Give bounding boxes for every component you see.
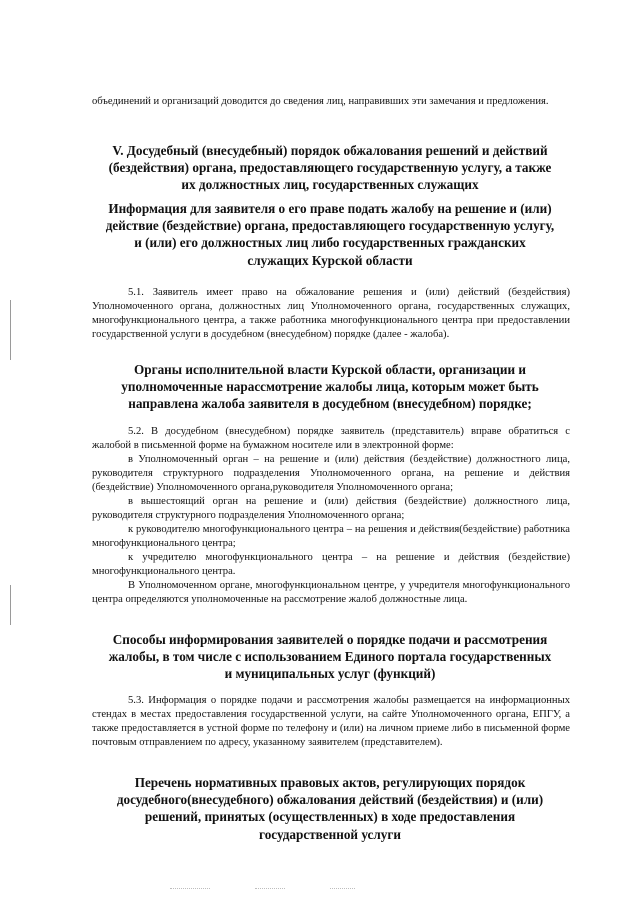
heading-line: Информация для заявителя о его праве подать жалобу на решение и (или) <box>108 201 552 216</box>
paragraph-5-1: 5.1. Заявитель имеет право на обжалование решения и (или) действий (бездействия) Уполномоченного органа, должностных лиц Уполномоченного органа, государственных служащих, многофункционального центра, а также работника многофункционального центра при предоставлении государственной услуги в досудебном (внесудебном) порядке (далее - жалоба). <box>92 287 570 340</box>
heading-line: Органы исполнительной власти Курской области, организации и <box>134 362 526 377</box>
heading-line: уполномоченные нарассмотрение жалобы лица, которым может быть <box>121 379 539 395</box>
heading-line: направлена жалоба заявителя в досудебном (внесудебном) порядке; <box>128 396 532 412</box>
heading-line: Перечень нормативных правовых актов, регулирующих порядок <box>134 775 526 790</box>
intro-paragraph: объединений и организаций доводится до сведения лиц, направивших эти замечания и предложения. <box>92 96 549 107</box>
heading-line: государственной услуги <box>259 826 401 842</box>
heading-line: жалобы, в том числе с использованием Единого портала государственных <box>108 649 552 665</box>
heading-line: и (или) его должностных лиц либо государственных гражданских <box>134 235 526 251</box>
heading-line: решений, принятых (осуществленных) в ходе предоставления <box>144 809 516 825</box>
heading-line: служащих Курской области <box>247 252 413 268</box>
paragraph-5-2-intro: 5.2. В досудебном (внесудебном) порядке заявитель (представитель) вправе обратиться с жалобой в письменной форме на бумажном носителе или в электронной форме: <box>92 426 570 451</box>
heading-line: действие (бездействие) органа, предоставляющего государственную услугу, <box>105 218 555 234</box>
scan-artifact <box>330 888 355 890</box>
info-heading <box>80 200 580 269</box>
paragraph-5-2-item: к учредителю многофункционального центра – на решение и действия (бездействие) многофункционального центра. <box>92 552 570 577</box>
section-5-heading <box>80 142 580 194</box>
paragraph-5-2-item: к руководителю многофункционального центра – на решения и действия(бездействие) работника многофункционального центра; <box>92 524 570 549</box>
scan-artifact <box>255 888 285 890</box>
methods-heading <box>80 631 580 683</box>
heading-line: досудебного(внесудебного) обжалования действий (бездействия) и (или) <box>116 792 544 808</box>
heading-line: и муниципальных услуг (функций) <box>224 666 436 682</box>
paragraph-5-2-item: В Уполномоченном органе, многофункциональном центре, у учредителя многофункционального центра определяются уполномоченные на рассмотрение жалоб должностные лица. <box>92 580 570 605</box>
scan-artifact <box>170 888 210 890</box>
heading-line: (бездействия) органа, предоставляющего государственную услугу, а также <box>108 160 552 176</box>
acts-heading <box>80 774 580 843</box>
paragraph-5-3: 5.3. Информация о порядке подачи и рассмотрения жалобы размещается на информационных стендах в местах предоставления государственной услуги, на сайте Уполномоченного органа, ЕПГУ, а также предоставляется в устной форме по телефону и (или) на личном приеме либо в письменной форме почтовым отправлением по адресу, указанному заявителем (представителем). <box>92 695 570 748</box>
organs-heading <box>80 361 580 413</box>
paragraph-5-2-item: в Уполномоченный орган – на решение и (или) действия (бездействие) должностного лица, руководителя структурного подразделения Уполномоченного органа, на решение и действия (бездействие) Уполномоченного органа,руководителя Уполномоченного органа; <box>92 454 570 493</box>
heading-line: V. Досудебный (внесудебный) порядок обжалования решений и действий <box>112 143 548 158</box>
heading-line: их должностных лиц, государственных служащих <box>181 177 479 193</box>
scan-margin-mark <box>10 300 11 360</box>
paragraph-5-2-item: в вышестоящий орган на решение и (или) действия (бездействие) должностного лица, руководителя структурного подразделения Уполномоченного органа; <box>92 496 570 521</box>
heading-line: Способы информирования заявителей о порядке подачи и рассмотрения <box>112 632 548 647</box>
scan-margin-mark <box>10 585 11 625</box>
